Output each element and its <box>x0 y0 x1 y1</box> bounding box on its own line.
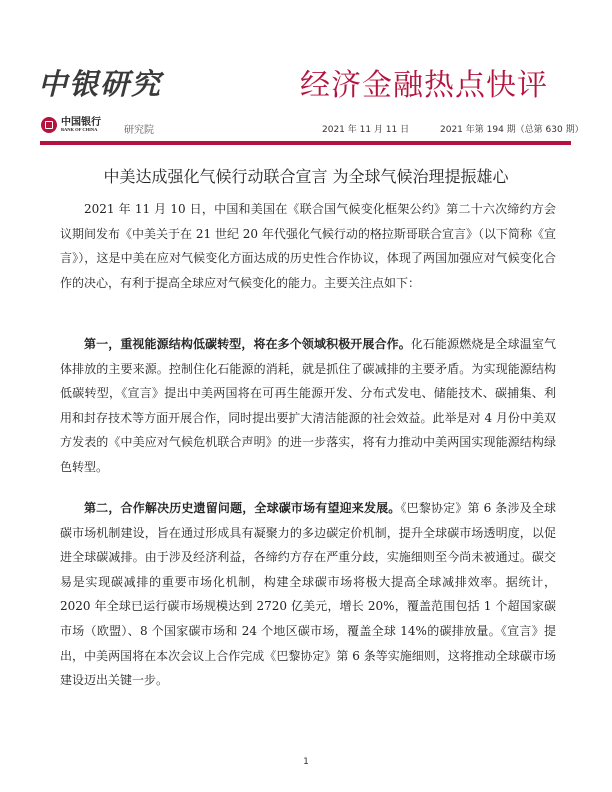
paragraph-text: 化石能源燃烧是全球温室气体排放的主要来源。控制住化石能源的消耗，就是抓住了碳减排的主要矛盾。为实现能源结构低碳转型，《宣言》提出中美两国将在可再生能源开发、分布式发电、储能技术、碳捕集、利用和封存技术等方面开展合作，同时提出要扩大清洁能源的社会效益。此举是对 4 月份中美双方发表的《中美应对气候危机联合声明》的进一步落实，将有力推动中美两国实现能源结构绿色转型。 <box>60 337 556 474</box>
paragraph-intro <box>60 197 556 295</box>
paragraph-point-1 <box>60 332 556 480</box>
logo-en: BANK OF CHINA <box>61 126 98 132</box>
paragraph-point-2 <box>60 496 556 693</box>
brand-calligraphy: 中银研究 <box>38 67 163 101</box>
logo-text <box>61 118 101 133</box>
header-divider <box>40 141 571 145</box>
issue-date: 2021 年 11 月 11 日 <box>322 125 410 135</box>
logo-cn: 中国银行 <box>61 116 101 128</box>
issue-number: 2021 年第 194 期（总第 630 期） <box>440 125 584 135</box>
paragraph-lead: 第二，合作解决历史遗留问题，全球碳市场有望迎来发展。 <box>84 501 401 515</box>
bank-of-china-logo-icon <box>41 117 57 133</box>
bank-logo <box>41 117 101 133</box>
institute-label: 研究院 <box>124 125 154 136</box>
paragraph-text: 2021 年 11 月 10 日，中国和美国在《联合国气候变化框架公约》第二十六次缔约方会议期间发布《中美关于在 21 世纪 20 年代强化气候行动的格拉斯哥联合宣言》（以下简称《宣言》），这是中美在应对气候变化方面达成的历史性合作协议，体现了两国加强应对气候变化合作的决心，有利于提高全球应对气候变化的能力。主要关注点如下： <box>60 202 556 290</box>
paragraph-lead: 第一，重视能源结构低碳转型，将在多个领域积极开展合作。 <box>84 337 411 351</box>
article-headline: 中美达成强化气候行动联合宣言 为全球气候治理提振雄心 <box>103 167 509 186</box>
report-series-title: 经济金融热点快评 <box>300 68 548 103</box>
page-number: 1 <box>303 757 309 767</box>
paragraph-text: 《巴黎协定》第 6 条涉及全球碳市场机制建设，旨在通过形成具有凝聚力的多边碳定价机制，提升全球碳市场透明度，以促进全球碳减排。由于涉及经济利益，各缔约方存在严重分歧，实施细则至今尚未被通过。碳交易是实现碳减排的重要市场化机制，构建全球碳市场将极大提高全球减排效率。据统计，2020 年全球已运行碳市场规模达到 2720 亿美元，增长 20%，覆盖范围包括 1 个超国家碳市场（欧盟）、8 个国家碳市场和 24 个地区碳市场，覆盖全球 14%的碳排放量。《宣言》提出，中美两国将在本次会议上合作完成《巴黎协定》第 6 条等实施细则，这将推动全球碳市场建设迈出关键一步。 <box>60 501 556 688</box>
